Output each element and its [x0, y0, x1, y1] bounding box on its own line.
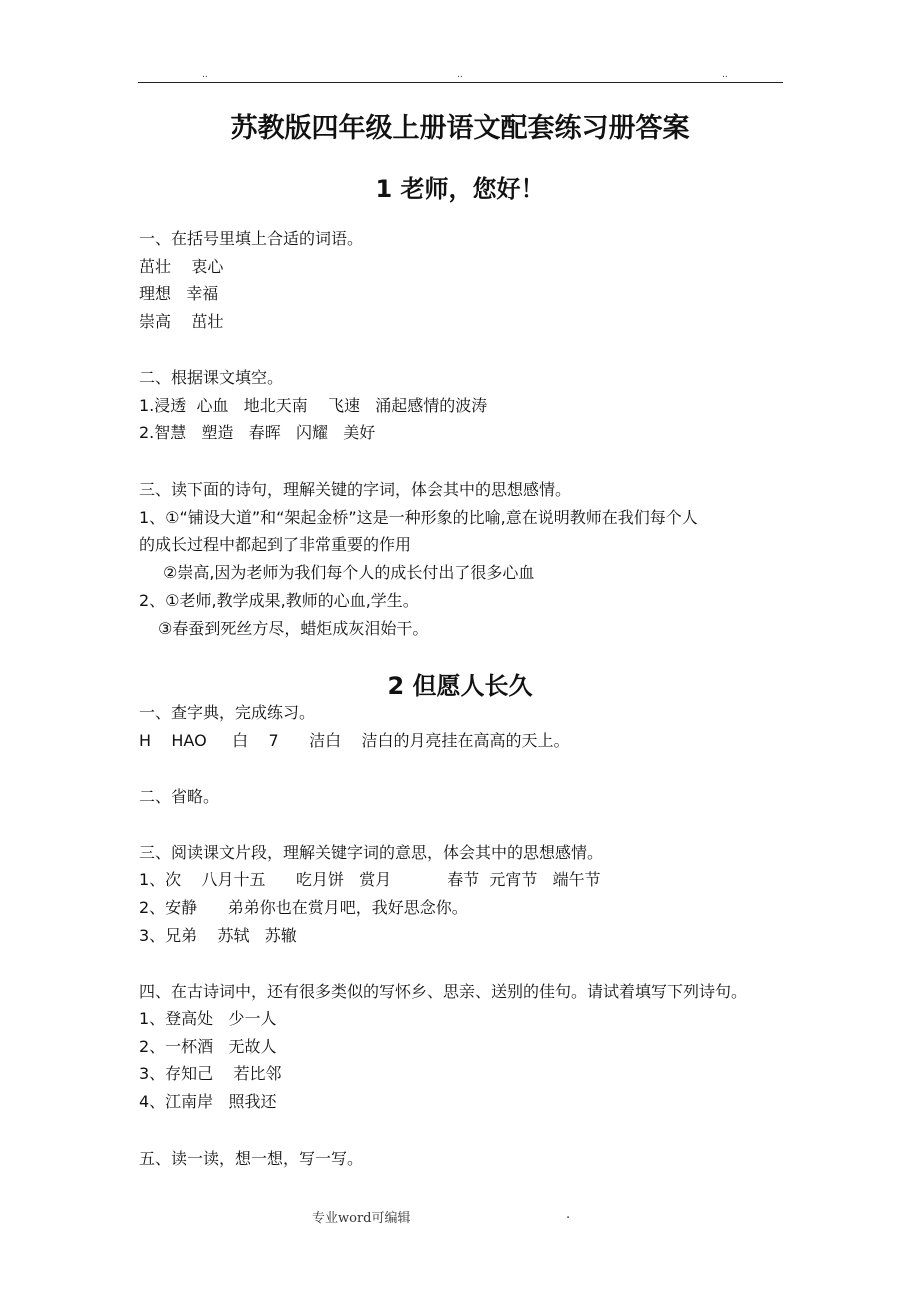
- answer-line: 1.浸透 心血 地北天南 飞速 涌起感情的波涛: [139, 396, 488, 415]
- answer-line: 2.智慧 塑造 春晖 闪耀 美好: [139, 423, 376, 442]
- answer-line: 理想 幸福: [139, 284, 219, 303]
- question-heading: 五、读一读，想一想，写一写。: [139, 1149, 364, 1168]
- answer-line: 1、①“铺设大道”和“架起金桥”这是一种形象的比喻,意在说明教师在我们每个人: [139, 508, 698, 527]
- page-title: 苏教版四年级上册语文配套练习册答案: [230, 113, 690, 144]
- question-heading: 二、省略。: [139, 787, 220, 806]
- header-dot-right: ..: [722, 70, 728, 80]
- header-dot-center: ..: [457, 70, 463, 80]
- answer-line: ②崇高,因为老师为我们每个人的成长付出了很多心血: [163, 563, 535, 582]
- answer-line: ③春蚕到死丝方尽，蜡炬成灰泪始干。: [158, 619, 429, 638]
- answer-line: 1、登高处 少一人: [139, 1009, 277, 1028]
- answer-line: 2、一杯酒 无故人: [139, 1037, 277, 1056]
- header-rule: [138, 82, 783, 83]
- question-heading: 三、读下面的诗句，理解关键的字词，体会其中的思想感情。: [139, 480, 572, 499]
- question-heading: 四、在古诗词中，还有很多类似的写怀乡、思亲、送别的佳句。请试着填写下列诗句。: [139, 982, 748, 1001]
- question-heading: 三、阅读课文片段，理解关键字词的意思，体会其中的思想感情。: [139, 843, 604, 862]
- question-heading: 二、根据课文填空。: [139, 368, 284, 387]
- header-dot-left: ..: [202, 70, 208, 80]
- answer-line: 3、存知己 若比邻: [139, 1064, 282, 1083]
- answer-line: 4、江南岸 照我还: [139, 1092, 277, 1111]
- answer-line: 1、次 八月十五 吃月饼 赏月 春节 元宵节 端午节: [139, 870, 601, 889]
- answer-line: 2、①老师,教学成果,教师的心血,学生。: [139, 591, 419, 610]
- lesson-1-title: 1 老师，您好！: [375, 175, 545, 203]
- answer-line: H HAO 白 7 洁白 洁白的月亮挂在高高的天上。: [139, 731, 570, 750]
- question-heading: 一、在括号里填上合适的词语。: [139, 229, 364, 248]
- answer-line: 崇高 茁壮: [139, 312, 224, 331]
- answer-line: 2、安静 弟弟你也在赏月吧，我好思念你。: [139, 898, 468, 917]
- footer-text: 专业word可编辑: [312, 1211, 411, 1226]
- answer-line: 茁壮 衷心: [139, 257, 224, 276]
- question-heading: 一、查字典，完成练习。: [139, 703, 316, 722]
- answer-line: 3、兄弟 苏轼 苏辙: [139, 926, 297, 945]
- lesson-2-title: 2 但愿人长久: [387, 672, 533, 700]
- answer-line: 的成长过程中都起到了非常重要的作用: [139, 535, 412, 554]
- footer-dot: .: [566, 1207, 571, 1222]
